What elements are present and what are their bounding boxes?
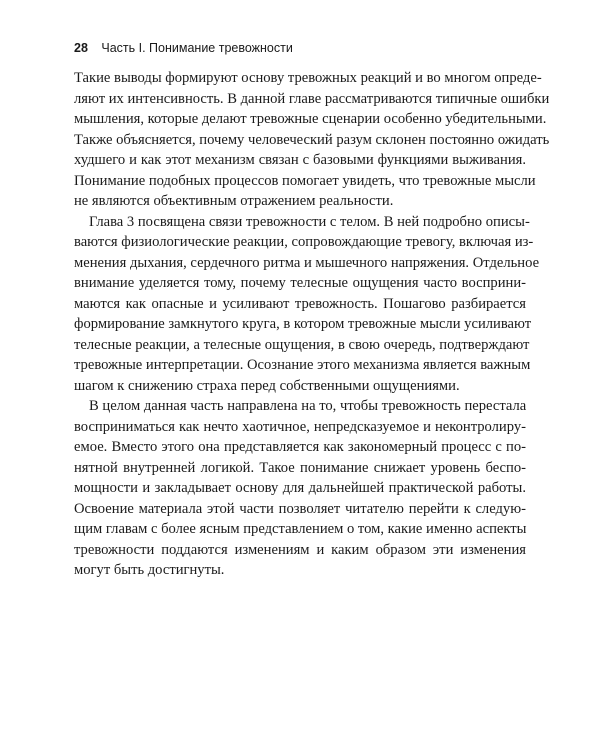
text-line: Такие выводы формируют основу тревожных реакций и во многом опреде- (74, 70, 542, 86)
text-line: мощности и закладывает основу для дальнейшей практической работы. (74, 480, 526, 496)
paragraph (74, 396, 526, 581)
text-line: внимание уделяется тому, почему телесные ощущения часто восприни- (74, 275, 526, 291)
text-line: нятной внутренней логикой. Такое понимание снижает уровень беспо- (74, 459, 526, 476)
text-line: шагом к снижению страха перед собственными ощущениями. (74, 377, 460, 394)
text-line: худшего и как этот механизм связан с базовыми функциями выживания. (74, 152, 526, 168)
running-head (74, 38, 524, 58)
page-number: 28 (74, 41, 88, 55)
text-line: В целом данная часть направлена на то, чтобы тревожность перестала (89, 398, 527, 414)
text-line: восприниматься как нечто хаотичное, непредсказуемое и неконтролиру- (74, 418, 526, 435)
text-line: Освоение материала этой части позволяет читателю перейти к следую- (74, 500, 526, 517)
text-line: Понимание подобных процессов помогает увидеть, что тревожные мысли (74, 172, 536, 189)
text-line: ваются физиологические реакции, сопровождающие тревогу, включая из- (74, 234, 534, 250)
section-title: Часть I. Понимание тревожности (101, 41, 293, 55)
text-line: телесные реакции, а телесные ощущения, в свою очередь, подтверждают (74, 336, 530, 353)
text-line: Также объясняется, почему человеческий разум склонен постоянно ожидать (74, 131, 550, 148)
text-line: емое. Вместо этого она представляется как закономерный процесс с по- (74, 439, 526, 455)
text-line: щим главам с более ясным представлением о том, какие именно аспекты (74, 521, 527, 537)
text-line: менения дыхания, сердечного ритма и мышечного напряжения. Отдельное (74, 254, 540, 271)
body-text (74, 68, 550, 581)
text-line: формирование замкнутого круга, в котором тревожные мысли усиливают (74, 316, 532, 332)
text-line: Глава 3 посвящена связи тревожности с телом. В ней подробно описы- (89, 213, 530, 230)
text-line: могут быть достигнуты. (74, 562, 225, 578)
text-line: тревожности поддаются изменениям и каким образом эти изменения (74, 541, 526, 558)
text-line: ляют их интенсивность. В данной главе рассматриваются типичные ошибки (74, 90, 550, 107)
paragraph (74, 68, 550, 212)
paragraph (74, 212, 540, 397)
text-line: тревожные интерпретации. Осознание этого механизма является важным (74, 357, 531, 373)
text-line: мышления, которые делают тревожные сценарии особенно убедительными. (74, 111, 547, 127)
text-line: не являются объективным отражением реальности. (74, 193, 394, 209)
text-line: маются как опасные и усиливают тревожность. Пошагово разбирается (74, 295, 526, 312)
